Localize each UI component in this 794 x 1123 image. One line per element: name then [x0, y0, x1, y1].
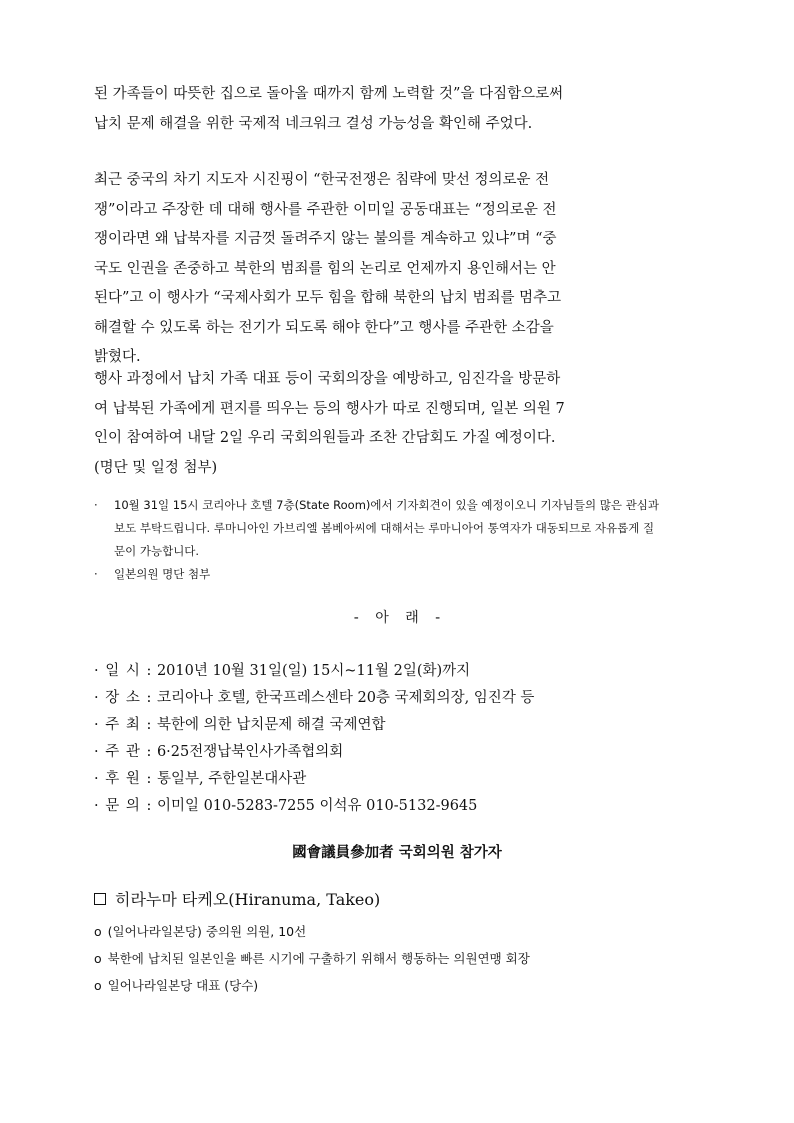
detail-value: 코리아나 호텔, 한국프레스센타 20층 국제회의장, 임진각 등 — [156, 690, 535, 706]
notes-list — [94, 494, 660, 586]
detail-value: 북한에 의한 납치문제 해결 국제연합 — [156, 717, 386, 733]
paragraph-text: 납치 문제 해결을 위한 국제적 네크워크 결성 가능성을 확인해 주었다. — [94, 115, 533, 132]
paragraph-text: 밝혔다. — [94, 349, 141, 365]
detail-row-organizer — [94, 739, 674, 766]
list-item — [94, 918, 530, 945]
paragraph-text: 최근 중국의 차기 지도자 시진핑이 “한국전쟁은 침략에 맞선 정의로운 전 — [94, 172, 550, 188]
detail-row-host — [94, 712, 674, 739]
paragraph-text: 국도 인권을 존중하고 북한의 범죄를 힘의 논리로 언제까지 용인해서는 안 — [94, 260, 556, 277]
circle-bullet-icon: o — [94, 978, 102, 993]
detail-row-contact — [94, 793, 674, 820]
paragraph-text: 된 가족들이 따뜻한 집으로 돌아올 때까지 함께 노력할 것”을 다짐함으로써 — [94, 86, 564, 102]
ara-heading: - 아 래 - — [353, 610, 441, 626]
paragraph-text: 쟁이라면 왜 납북자를 지금껏 돌려주지 않는 불의를 계속하고 있냐”며 “중 — [94, 231, 557, 247]
paragraph-text: 쟁”이라고 주장한 데 대해 행사를 주관한 이미일 공동대표는 “정의로운 전 — [94, 201, 557, 218]
detail-row-venue — [94, 685, 674, 712]
list-item — [94, 972, 530, 999]
note-text: 10월 31일 15시 코리아나 호텔 7층(State Room)에서 기자회견이 있을 예정이오니 기자님들의 많은 관심과 보도 부탁드립니다. 루마니아인 가브리엘 봄베아씨에 대해서는 루마니아어 통역자가 대동되므로 자유롭게 질문이 가능합니다. — [114, 498, 659, 558]
paragraph-text: 인이 참여하여 내달 2일 우리 국회의원들과 조찬 간담회도 가질 예정이다. — [94, 430, 556, 446]
detail-row-sponsor — [94, 766, 674, 793]
list-item-text: 북한에 납치된 일본인을 빠른 시기에 구출하기 위해서 행동하는 의원연맹 회장 — [107, 951, 530, 966]
detail-value: 2010년 10월 31일(일) 15시~11월 2일(화)까지 — [156, 663, 471, 679]
section-title: 國會議員參加者 국회의원 참가자 — [292, 845, 502, 861]
bullet-dot: · — [94, 567, 98, 581]
list-item-text: 일어나라일본당 대표 (당수) — [107, 978, 259, 993]
detail-label: · 주 관 : — [94, 744, 153, 760]
detail-row-date — [94, 658, 674, 685]
checkbox-square-icon — [94, 893, 106, 905]
paragraph-xi-jinping — [94, 166, 660, 373]
detail-value: 이미일 010-5283-7255 이석유 010-5132-9645 — [156, 798, 478, 814]
detail-label: · 후 원 : — [94, 771, 153, 787]
circle-bullet-icon: o — [94, 924, 102, 939]
list-item-text: (일어나라일본당) 중의원 의원, 10선 — [107, 924, 307, 939]
person-name: 히라누마 타케오(Hiranuma, Takeo) — [115, 890, 381, 909]
detail-label: · 문 의 : — [94, 798, 153, 814]
detail-label: · 일 시 : — [94, 663, 153, 679]
detail-label: · 주 최 : — [94, 717, 153, 733]
note-attachment — [94, 563, 660, 586]
note-press-conference — [94, 494, 660, 563]
paragraph-text: 여 납북된 가족에게 편지를 띄우는 등의 행사가 따로 진행되며, 일본 의원 7 — [94, 400, 565, 417]
event-details — [94, 658, 674, 820]
note-text: 일본의원 명단 첨부 — [114, 567, 211, 581]
detail-value: 통일부, 주한일본대사관 — [156, 771, 307, 787]
person-heading — [94, 889, 380, 911]
bullet-dot: · — [94, 498, 98, 512]
detail-value: 6·25전쟁납북인사가족협의회 — [156, 744, 344, 760]
list-item — [94, 945, 530, 972]
detail-label: · 장 소 : — [94, 690, 153, 706]
paragraph-text: 행사 과정에서 납치 가족 대표 등이 국회의장을 예방하고, 임진각을 방문하 — [94, 371, 561, 387]
circle-bullet-icon: o — [94, 951, 102, 966]
paragraph-text: 해결할 수 있도록 하는 전기가 되도록 해야 한다”고 행사를 주관한 소감을 — [94, 319, 554, 336]
paragraph-events — [94, 365, 660, 483]
person-details-list — [94, 918, 530, 999]
paragraph-text: (명단 및 일정 첨부) — [94, 459, 218, 476]
paragraph-network — [94, 80, 660, 139]
paragraph-text: 된다”고 이 행사가 “국제사회가 모두 힘을 합해 북한의 납치 범죄를 멈추고 — [94, 290, 562, 306]
